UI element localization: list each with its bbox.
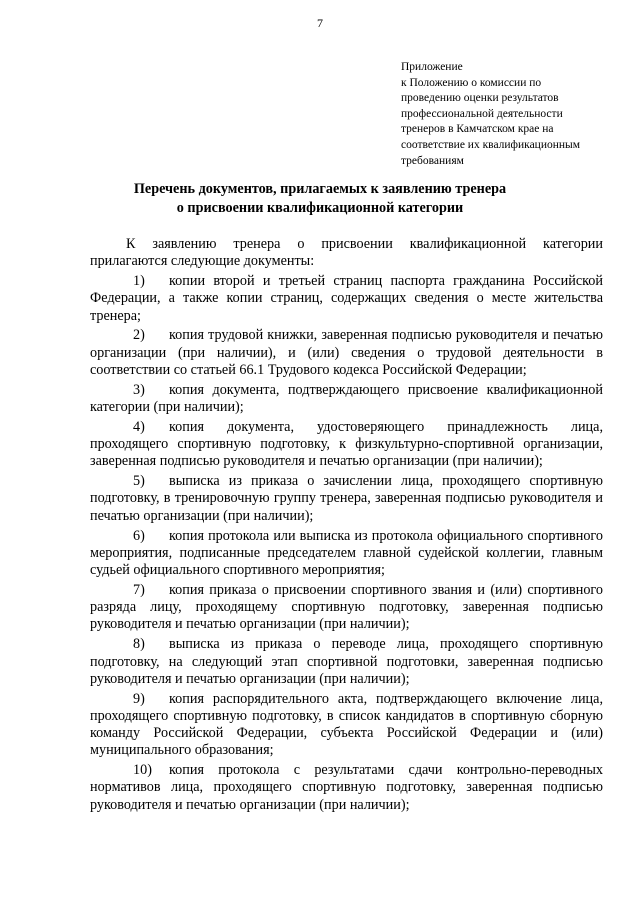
appendix-line: требованиям [401, 154, 464, 167]
list-item [90, 273, 603, 325]
list-item [90, 473, 603, 525]
item-text: копия трудовой книжки, заверенная подписью руководителя и печатью организации (при наличии), и (или) сведения о трудовой деятельности в соответствии со статьей 66.1 Трудового кодекса Российской Федерации; [90, 327, 603, 378]
list-item [90, 382, 603, 417]
item-text: копия распорядительного акта, подтверждающего включение лица, проходящего спортивную подготовку, в список кандидатов в спортивную сборную команду Российской Федерации, субъекта Российской Федерации и (или) муниципального образования; [90, 690, 603, 759]
appendix-line: Приложение [401, 61, 463, 73]
item-number: 9) [133, 690, 145, 707]
item-text: выписка из приказа о зачислении лица, проходящего спортивную подготовку, в тренировочную группу тренера, заверенная подписью руководителя и печатью организации (при наличии); [90, 473, 603, 524]
appendix-line: тренеров в Камчатском крае на [401, 123, 554, 136]
document-body [90, 236, 603, 814]
item-text: копия приказа о присвоении спортивного звания и (или) спортивного разряда лицу, проходящему спортивную подготовку, заверенная подписью руководителя и печатью организации (при наличии); [90, 581, 603, 633]
appendix-line: профессиональной деятельности [401, 107, 563, 120]
item-text: копия документа, удостоверяющего принадлежность лица, проходящего спортивную подготовку, к физкультурно-спортивной организации, заверенная подписью руководителя и печатью организации (при наличии); [90, 418, 603, 470]
item-number: 4) [133, 418, 145, 435]
appendix-line: к Положению о комиссии по [401, 76, 542, 89]
item-text: копия протокола с результатами сдачи контрольно-переводных нормативов лица, проходящего спортивную подготовку, заверенная подписью руководителя и печатью организации (при наличии); [90, 762, 603, 813]
intro-paragraph: К заявлению тренера о присвоении квалификационной категории прилагаются следующие документы: [90, 236, 603, 270]
appendix-line: проведению оценки результатов [401, 92, 559, 105]
item-text: выписка из приказа о переводе лица, проходящего спортивную подготовку, на следующий этап спортивной подготовки, заверенная подписью руководителя и печатью организации (при наличии); [90, 636, 603, 687]
list-item [90, 636, 603, 688]
page-number: 7 [317, 16, 323, 30]
item-number: 3) [133, 381, 145, 398]
title-line: о присвоении квалификационной категории [176, 200, 464, 216]
item-number: 5) [133, 473, 145, 490]
list-item [90, 691, 603, 760]
list-item [90, 528, 603, 580]
appendix-line: соответствие их квалификационным [401, 138, 581, 151]
item-text: копии второй и третьей страниц паспорта гражданина Российской Федерации, а также копии страниц, содержащих сведения о месте жительства тренера; [90, 273, 603, 324]
list-item [90, 327, 603, 379]
item-text: копия документа, подтверждающего присвоение квалификационной категории (при наличии); [90, 381, 603, 416]
appendix-note [401, 60, 616, 169]
item-text: копия протокола или выписка из протокола официального спортивного мероприятия, подписанные председателем главной судейской коллегии, главным судьей официального спортивного мероприятия; [90, 527, 603, 579]
item-number: 1) [133, 273, 145, 290]
item-number: 10) [133, 762, 152, 779]
title-line: Перечень документов, прилагаемых к заявлению тренера [133, 181, 507, 197]
item-number: 2) [133, 327, 145, 344]
item-number: 8) [133, 636, 145, 653]
item-number: 6) [133, 527, 145, 544]
list-item [90, 582, 603, 634]
list-item [90, 419, 603, 471]
item-number: 7) [133, 581, 145, 598]
document-title [0, 180, 640, 218]
list-item [90, 762, 603, 814]
